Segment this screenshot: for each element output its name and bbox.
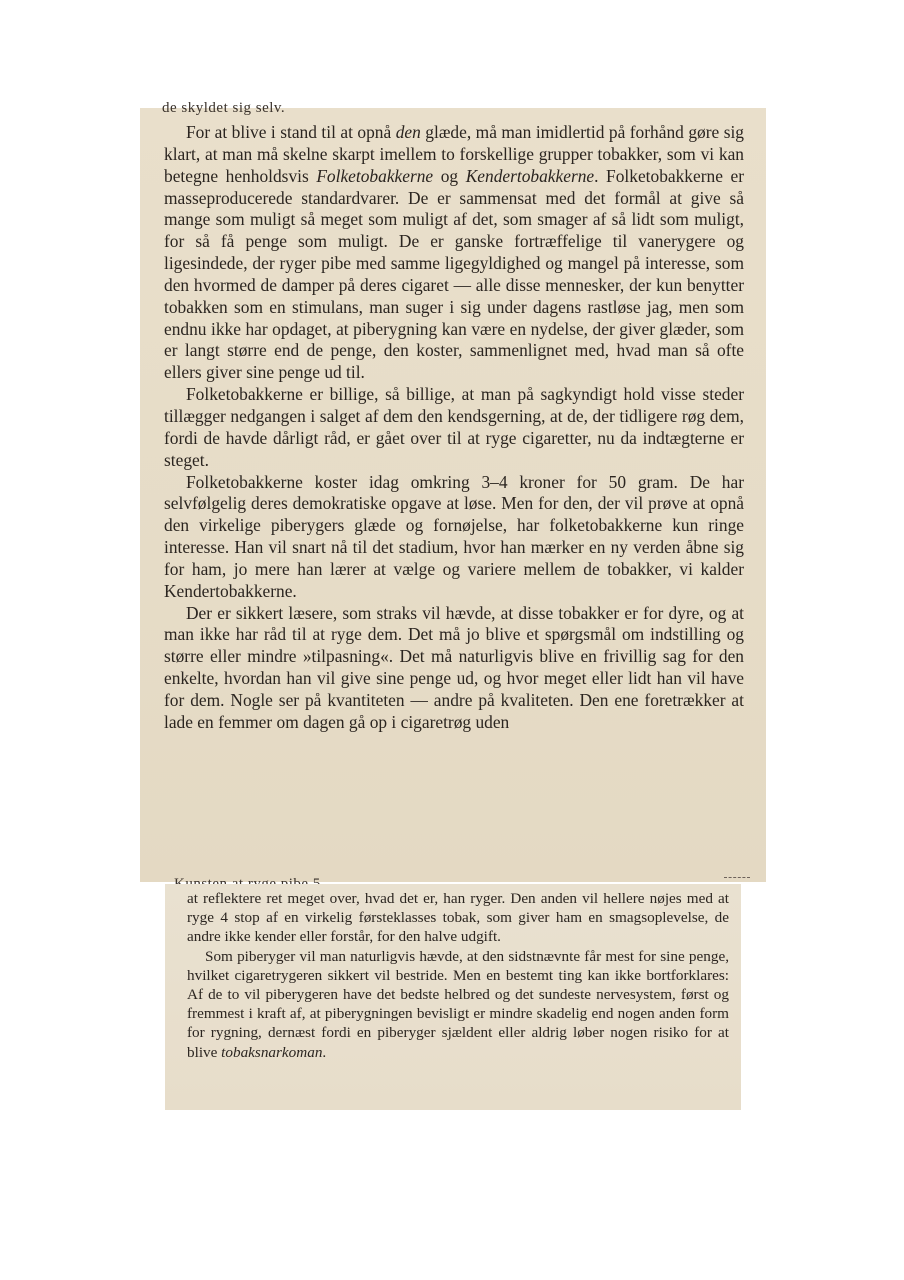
text-span: For at blive i stand til at opnå (186, 122, 396, 142)
emphasis: Folketobakkerne (316, 165, 434, 186)
text-span: og (433, 165, 466, 186)
paragraph-4: Der er sikkert læsere, som straks vil hævde, at disse tobakker er for dyre, og at man ikke har råd til at ryge dem. Det må jo blive et spørgsmål om indstilling og større eller mindre »tilpasning«. Det må naturligvis blive en frivillig sag for den enkelte, hvordan han vil give sine penge ud, og hvor meget eller lidt han vil have for dem. Nogle ser på kvantiteten — andre på kvaliteten. Den ene foretrækker at lade en femmer om dagen gå op i cigaretrøg uden (164, 602, 744, 732)
paragraph-5: at reflektere ret meget over, hvad det er, han ryger. Den anden vil hellere nøjes med at ryge 4 stop af en virkelig førsteklasses tobak, som giver ham en smagsoplevelse, de andre ikke kender eller forstår, for den halve udgift. (187, 890, 729, 946)
paragraph-3: Folketobakkerne koster idag omkring 3–4 kroner for 50 gram. De har selvfølgelig deres demokratiske opgave at løse. Men for den, der vil prøve at opnå den virkelige piberygers glæde og fornøjelse, har folketobakkerne kun ringe interesse. Han vil snart nå til det stadium, hvor han mærker en ny verden åbne sig for ham, jo mere han lærer at vælge og variere mellem de tobakker, vi kalder Kendertobakkerne. (164, 471, 744, 601)
page-scan-bottom (165, 884, 741, 1110)
text-span: glæde, må man imidlertid på forhånd gøre sig klart, at man må skelne skarpt imellem to forskellige grupper tobakker, som vi kan betegne henholdsvis (164, 122, 745, 186)
text-block-2 (165, 889, 741, 1062)
paragraph-6 (187, 947, 729, 1062)
text-block-1 (140, 122, 766, 734)
emphasis: den (395, 122, 421, 142)
page-edge-mark (724, 877, 750, 884)
emphasis: tobaksnarkoman (221, 1043, 323, 1061)
text-span: Som piberyger vil man naturligvis hævde, at den sidstnævnte får mest for sine penge, hvilket cigaretrygeren sikkert vil bestride. Men en bestemt ting kan ikke bortforklares: Af de to vil piberygeren have det bedste helbred og det sundeste nervesystem, først og fremmest i kraft af, at piberygningen bevisligt er mindre skadelig end nogen anden form for rygning, dernæst fordi en piberyger sjældent eller aldrig løber nogen risiko for at blive (187, 947, 729, 1061)
cut-off-line-top: de skyldet sig selv. (162, 100, 286, 116)
emphasis: Kendertobakkerne (465, 165, 595, 186)
paragraph-2: Folketobakkerne er billige, så billige, at man på sagkyndigt hold visse steder tillægger nedgangen i salget af dem den kendsgerning, at de, der tidligere røg dem, fordi de havde dårligt råd, er gået over til at ryge cigaretter, nu da indtægterne er steget. (164, 384, 744, 470)
text-span: . Folketobakkerne er masseproducerede standardvarer. De er sammensat med det formål at give så mange som muligt så meget som muligt af det, som smager af så lidt som muligt, for så få penge som muligt. De er ganske fortræffelige til vanerygere og ligesindede, der ryger pibe med samme ligegyldighed og mangel på interesse, som den hvormed de damper på deres cigaret — alle disse mennesker, der kun benytter tobakken som en stimulans, man suger i sig under dagens rastløse jag, men som endnu ikke har opdaget, at piberygning kan være en nydelse, der giver glæder, som er langt større end de penge, den koster, sammenlignet med, hvad man så ofte ellers giver sine penge ud til. (164, 165, 745, 383)
text-span: . (322, 1043, 327, 1061)
paragraph-1 (164, 122, 744, 384)
page-scan-top (140, 100, 766, 882)
